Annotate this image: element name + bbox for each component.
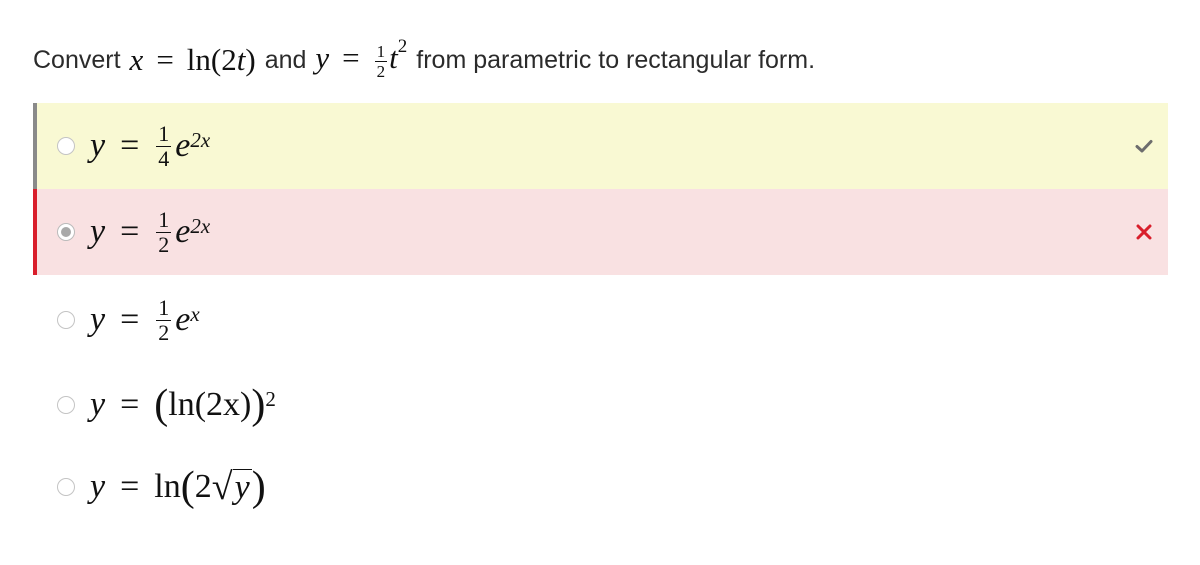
option-expression: y = ln ( 2 √ y )	[90, 464, 266, 510]
x-icon	[1134, 222, 1154, 242]
fraction: $\frac{1}{2}$	[158, 294, 170, 345]
option-expression: y = $\frac{1}{2}$ e $^{2x}$	[90, 206, 211, 257]
radio-button[interactable]	[57, 137, 75, 155]
question-suffix: from parametric to rectangular form.	[416, 45, 816, 74]
radio-button[interactable]	[57, 311, 75, 329]
answer-option-1[interactable]	[33, 103, 1168, 189]
radio-button[interactable]	[57, 478, 75, 496]
option-expression: y = $\frac{1}{4}$ e $^{2x}$	[90, 120, 211, 171]
question-prefix: Convert	[33, 45, 121, 74]
fraction: $\frac{1}{4}$	[158, 120, 170, 171]
answer-option-3[interactable]	[33, 277, 1168, 363]
fraction: $\frac{1}{2}$	[158, 206, 170, 257]
option-expression: y = ( ln (2x) ) $^2$	[90, 382, 276, 428]
radio-button[interactable]	[57, 396, 75, 414]
answer-option-2[interactable]	[33, 189, 1168, 275]
radical-sign-icon: √	[211, 466, 233, 508]
question-and: and	[264, 45, 307, 74]
square-root: √ y	[211, 466, 250, 508]
radio-button-selected[interactable]	[57, 223, 75, 241]
option-expression: y = $\frac{1}{2}$ e $^x$	[90, 294, 200, 345]
answer-option-4[interactable]	[33, 362, 1168, 448]
check-icon	[1134, 136, 1154, 156]
question-x-equation: x = ln(2t)	[129, 42, 256, 77]
answer-option-5[interactable]	[33, 444, 1168, 530]
question-y-equation: y = $\frac{1}{2}$ $t^2$	[315, 36, 408, 81]
question-text	[33, 38, 824, 82]
fraction: $\frac{1}{2}$	[376, 41, 386, 81]
